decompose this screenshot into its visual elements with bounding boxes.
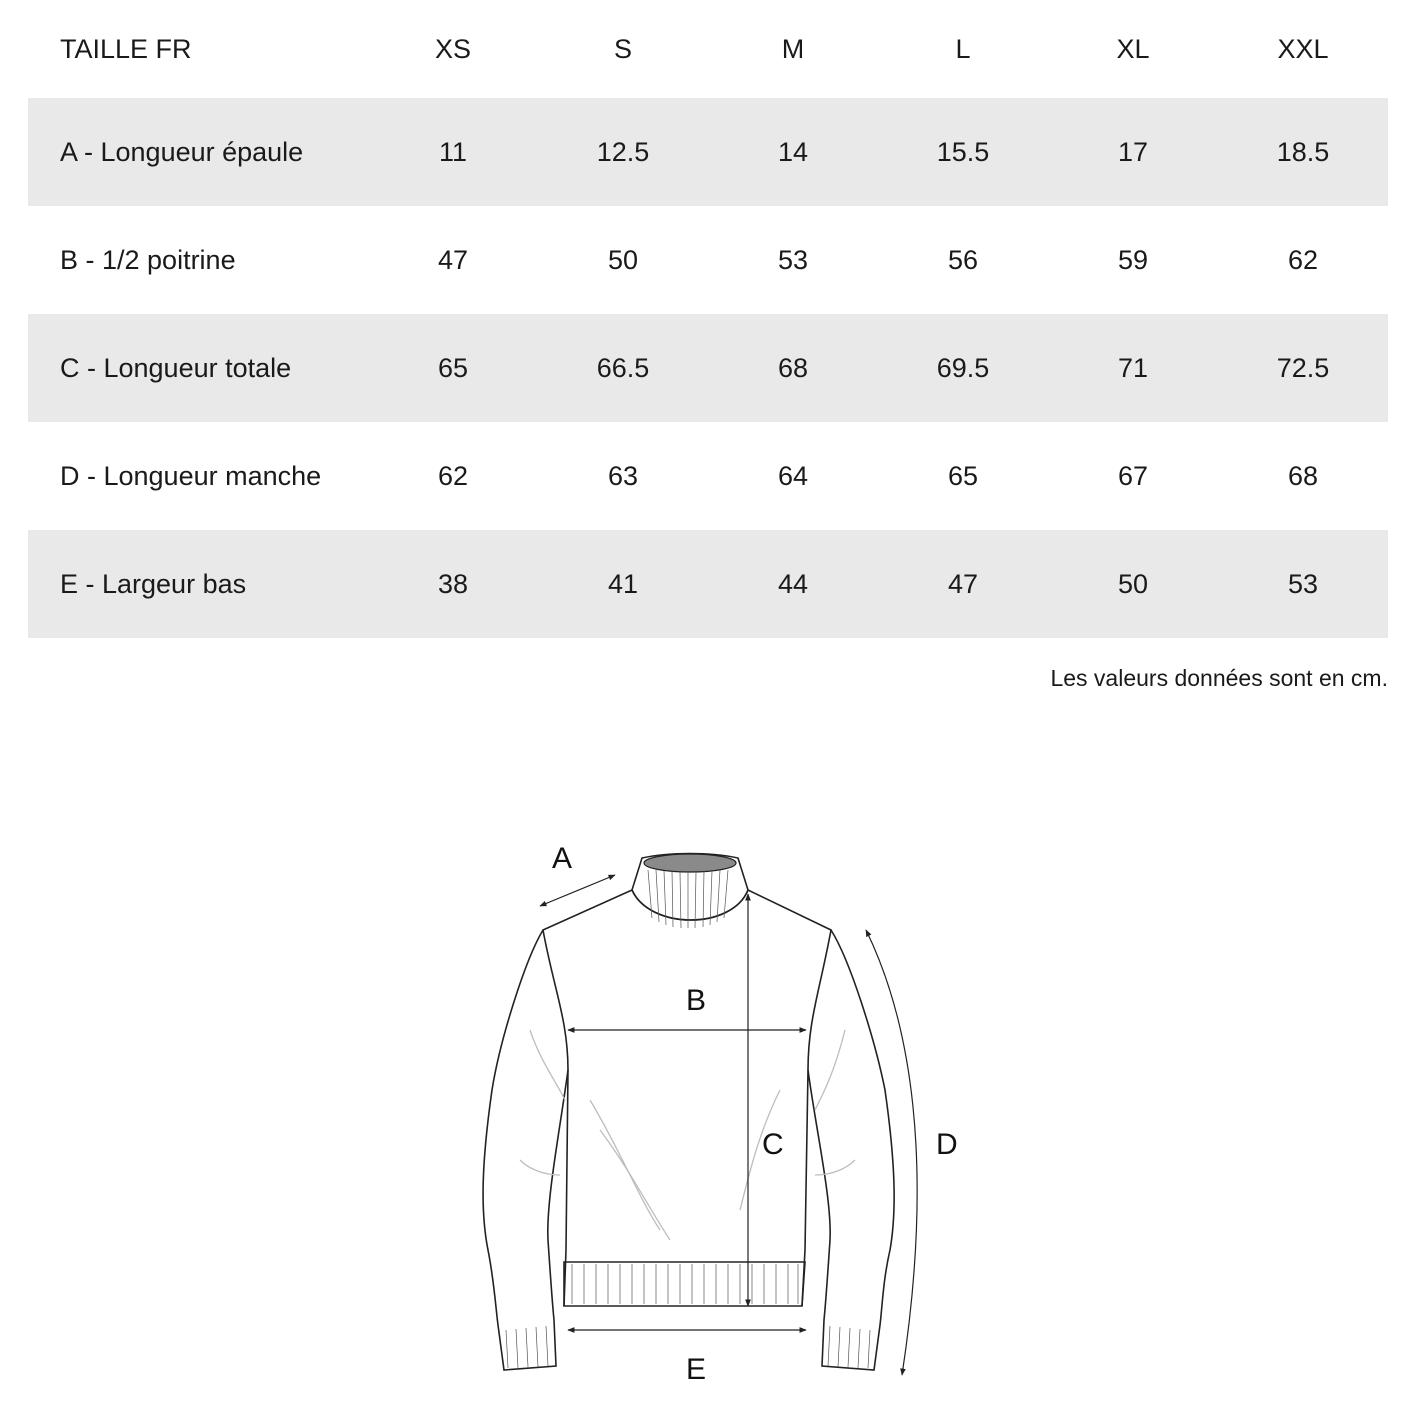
- table-cell: 41: [607, 568, 639, 599]
- table-cell: 47: [947, 568, 979, 599]
- table-cell: 56: [947, 244, 979, 275]
- arrow-a: [540, 875, 615, 906]
- table-row: [28, 206, 1388, 314]
- table-cell: 18.5: [1276, 136, 1330, 167]
- table-cell: 50: [607, 244, 639, 275]
- table-cell: 44: [777, 568, 809, 599]
- table-cell: 17: [1117, 136, 1149, 167]
- header-size-l: L: [955, 33, 971, 64]
- header-size-label: TAILLE FR: [60, 33, 192, 64]
- table-cell: 53: [1287, 568, 1319, 599]
- header-size-xs: XS: [434, 33, 472, 64]
- table-cell: 62: [437, 460, 469, 491]
- label-d: D: [936, 1128, 958, 1161]
- table-cell: 72.5: [1276, 352, 1330, 383]
- table-cell: 65: [947, 460, 979, 491]
- table-row: [28, 422, 1388, 530]
- row-label: E - Largeur bas: [60, 568, 247, 599]
- fold-shading: [520, 1030, 855, 1240]
- table-cell: 47: [437, 244, 469, 275]
- table-cell: 67: [1117, 460, 1149, 491]
- table-row: [28, 530, 1388, 638]
- sweater-outline: [483, 854, 894, 1371]
- table-cell: 59: [1117, 244, 1149, 275]
- header-size-xxl: XXL: [1277, 33, 1329, 64]
- label-c: C: [762, 1128, 784, 1161]
- table-cell: 68: [777, 352, 809, 383]
- table-cell: 14: [777, 136, 809, 167]
- table-cell: 65: [437, 352, 469, 383]
- table-cell: 62: [1287, 244, 1319, 275]
- table-cell: 64: [777, 460, 809, 491]
- row-label: B - 1/2 poitrine: [60, 244, 236, 275]
- table-cell: 11: [438, 136, 468, 167]
- label-b: B: [686, 984, 707, 1017]
- table-cell: 12.5: [596, 136, 650, 167]
- row-label: A - Longueur épaule: [60, 136, 304, 167]
- header-size-m: M: [781, 33, 805, 64]
- unit-note: Les valeurs données sont en cm.: [1050, 665, 1388, 691]
- table-row: [28, 98, 1388, 206]
- table-cell: 66.5: [596, 352, 650, 383]
- table-cell: 53: [777, 244, 809, 275]
- table-cell: 63: [607, 460, 639, 491]
- label-a: A: [552, 842, 573, 875]
- table-row: [28, 314, 1388, 422]
- table-cell: 15.5: [936, 136, 990, 167]
- table-cell: 68: [1287, 460, 1319, 491]
- table-header-row: [28, 0, 1388, 98]
- table-cell: 71: [1117, 352, 1149, 383]
- table-cell: 69.5: [936, 352, 990, 383]
- row-label: D - Longueur manche: [60, 460, 322, 491]
- row-label: C - Longueur totale: [60, 352, 292, 383]
- size-table: [28, 0, 1388, 638]
- header-size-xl: XL: [1116, 33, 1150, 64]
- label-e: E: [686, 1353, 707, 1386]
- header-size-s: S: [613, 33, 632, 64]
- sweater-measurement-diagram: [470, 830, 970, 1390]
- table-cell: 38: [437, 568, 469, 599]
- table-cell: 50: [1117, 568, 1149, 599]
- measurement-arrows: [540, 875, 917, 1375]
- collar-opening: [644, 854, 736, 872]
